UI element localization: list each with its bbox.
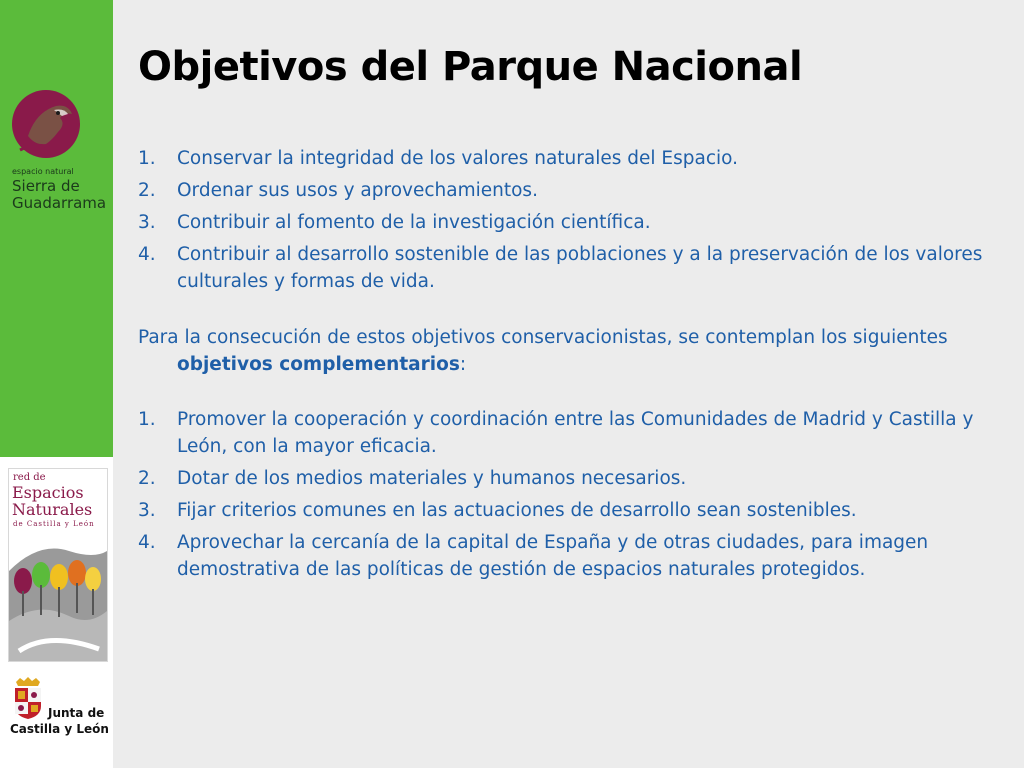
sierra-logo-line1: espacio natural	[12, 167, 74, 176]
junta-logo-line1: Junta de	[48, 706, 105, 720]
complementary-list	[138, 406, 983, 583]
item-text: Promover la cooperación y coordinación entre las Comunidades de Madrid y Castilla y León, con la mayor eficacia.	[177, 409, 974, 457]
intro-text: Para la consecución de estos objetivos conservacionistas, se contemplan los siguientes	[138, 327, 948, 348]
item-number: 1.	[138, 148, 156, 169]
item-number: 4.	[138, 244, 156, 265]
intro-bold-text: objetivos complementarios	[177, 354, 460, 375]
red-logo-line1: red de	[13, 472, 46, 483]
item-number: 2.	[138, 468, 156, 489]
item-text: Fijar criterios comunes en las actuaciones de desarrollo sean sostenibles.	[177, 500, 857, 521]
item-number: 4.	[138, 532, 156, 553]
eagle-icon	[6, 84, 86, 164]
sidebar	[0, 0, 113, 768]
objectives-list	[138, 145, 983, 295]
item-text: Contribuir al desarrollo sostenible de las poblaciones y a la preservación de los valores culturales y formas de vida.	[177, 244, 983, 292]
junta-logo-line2: Castilla y León	[10, 722, 109, 736]
sierra-logo-line2: Sierra de	[12, 177, 80, 195]
sierra-guadarrama-logo	[2, 80, 110, 230]
red-logo-line4: de Castilla y León	[13, 520, 95, 528]
item-number: 3.	[138, 500, 156, 521]
item-text: Dotar de los medios materiales y humanos necesarios.	[177, 468, 687, 489]
red-espacios-naturales-logo	[8, 468, 108, 662]
list-item	[138, 465, 983, 492]
intro-suffix: :	[459, 354, 467, 375]
list-item	[138, 529, 983, 583]
item-number: 1.	[138, 409, 156, 430]
item-text: Contribuir al fomento de la investigación científica.	[177, 212, 651, 233]
junta-castilla-leon-logo	[4, 672, 110, 742]
coat-of-arms-icon	[12, 676, 44, 720]
red-logo-line3: Naturales	[12, 500, 93, 519]
item-number: 3.	[138, 212, 156, 233]
list-item	[138, 177, 983, 204]
item-number: 2.	[138, 180, 156, 201]
list-item	[138, 241, 983, 295]
list-item	[138, 145, 983, 172]
item-text: Aprovechar la cercanía de la capital de España y de otras ciudades, para imagen demostrativa de las políticas de gestión de espacios naturales protegidos.	[177, 532, 929, 580]
sierra-logo-line3: Guadarrama	[12, 194, 107, 212]
trees-landscape-icon	[9, 531, 107, 661]
red-logo-line2: Espacios	[12, 483, 84, 502]
list-item	[138, 406, 983, 460]
complementary-intro	[138, 324, 983, 378]
list-item	[138, 209, 983, 236]
item-text: Conservar la integridad de los valores naturales del Espacio.	[177, 148, 738, 169]
slide-title: Objetivos del Parque Nacional	[138, 44, 803, 90]
slide-content	[138, 145, 983, 588]
list-item	[138, 497, 983, 524]
item-text: Ordenar sus usos y aprovechamientos.	[177, 180, 538, 201]
